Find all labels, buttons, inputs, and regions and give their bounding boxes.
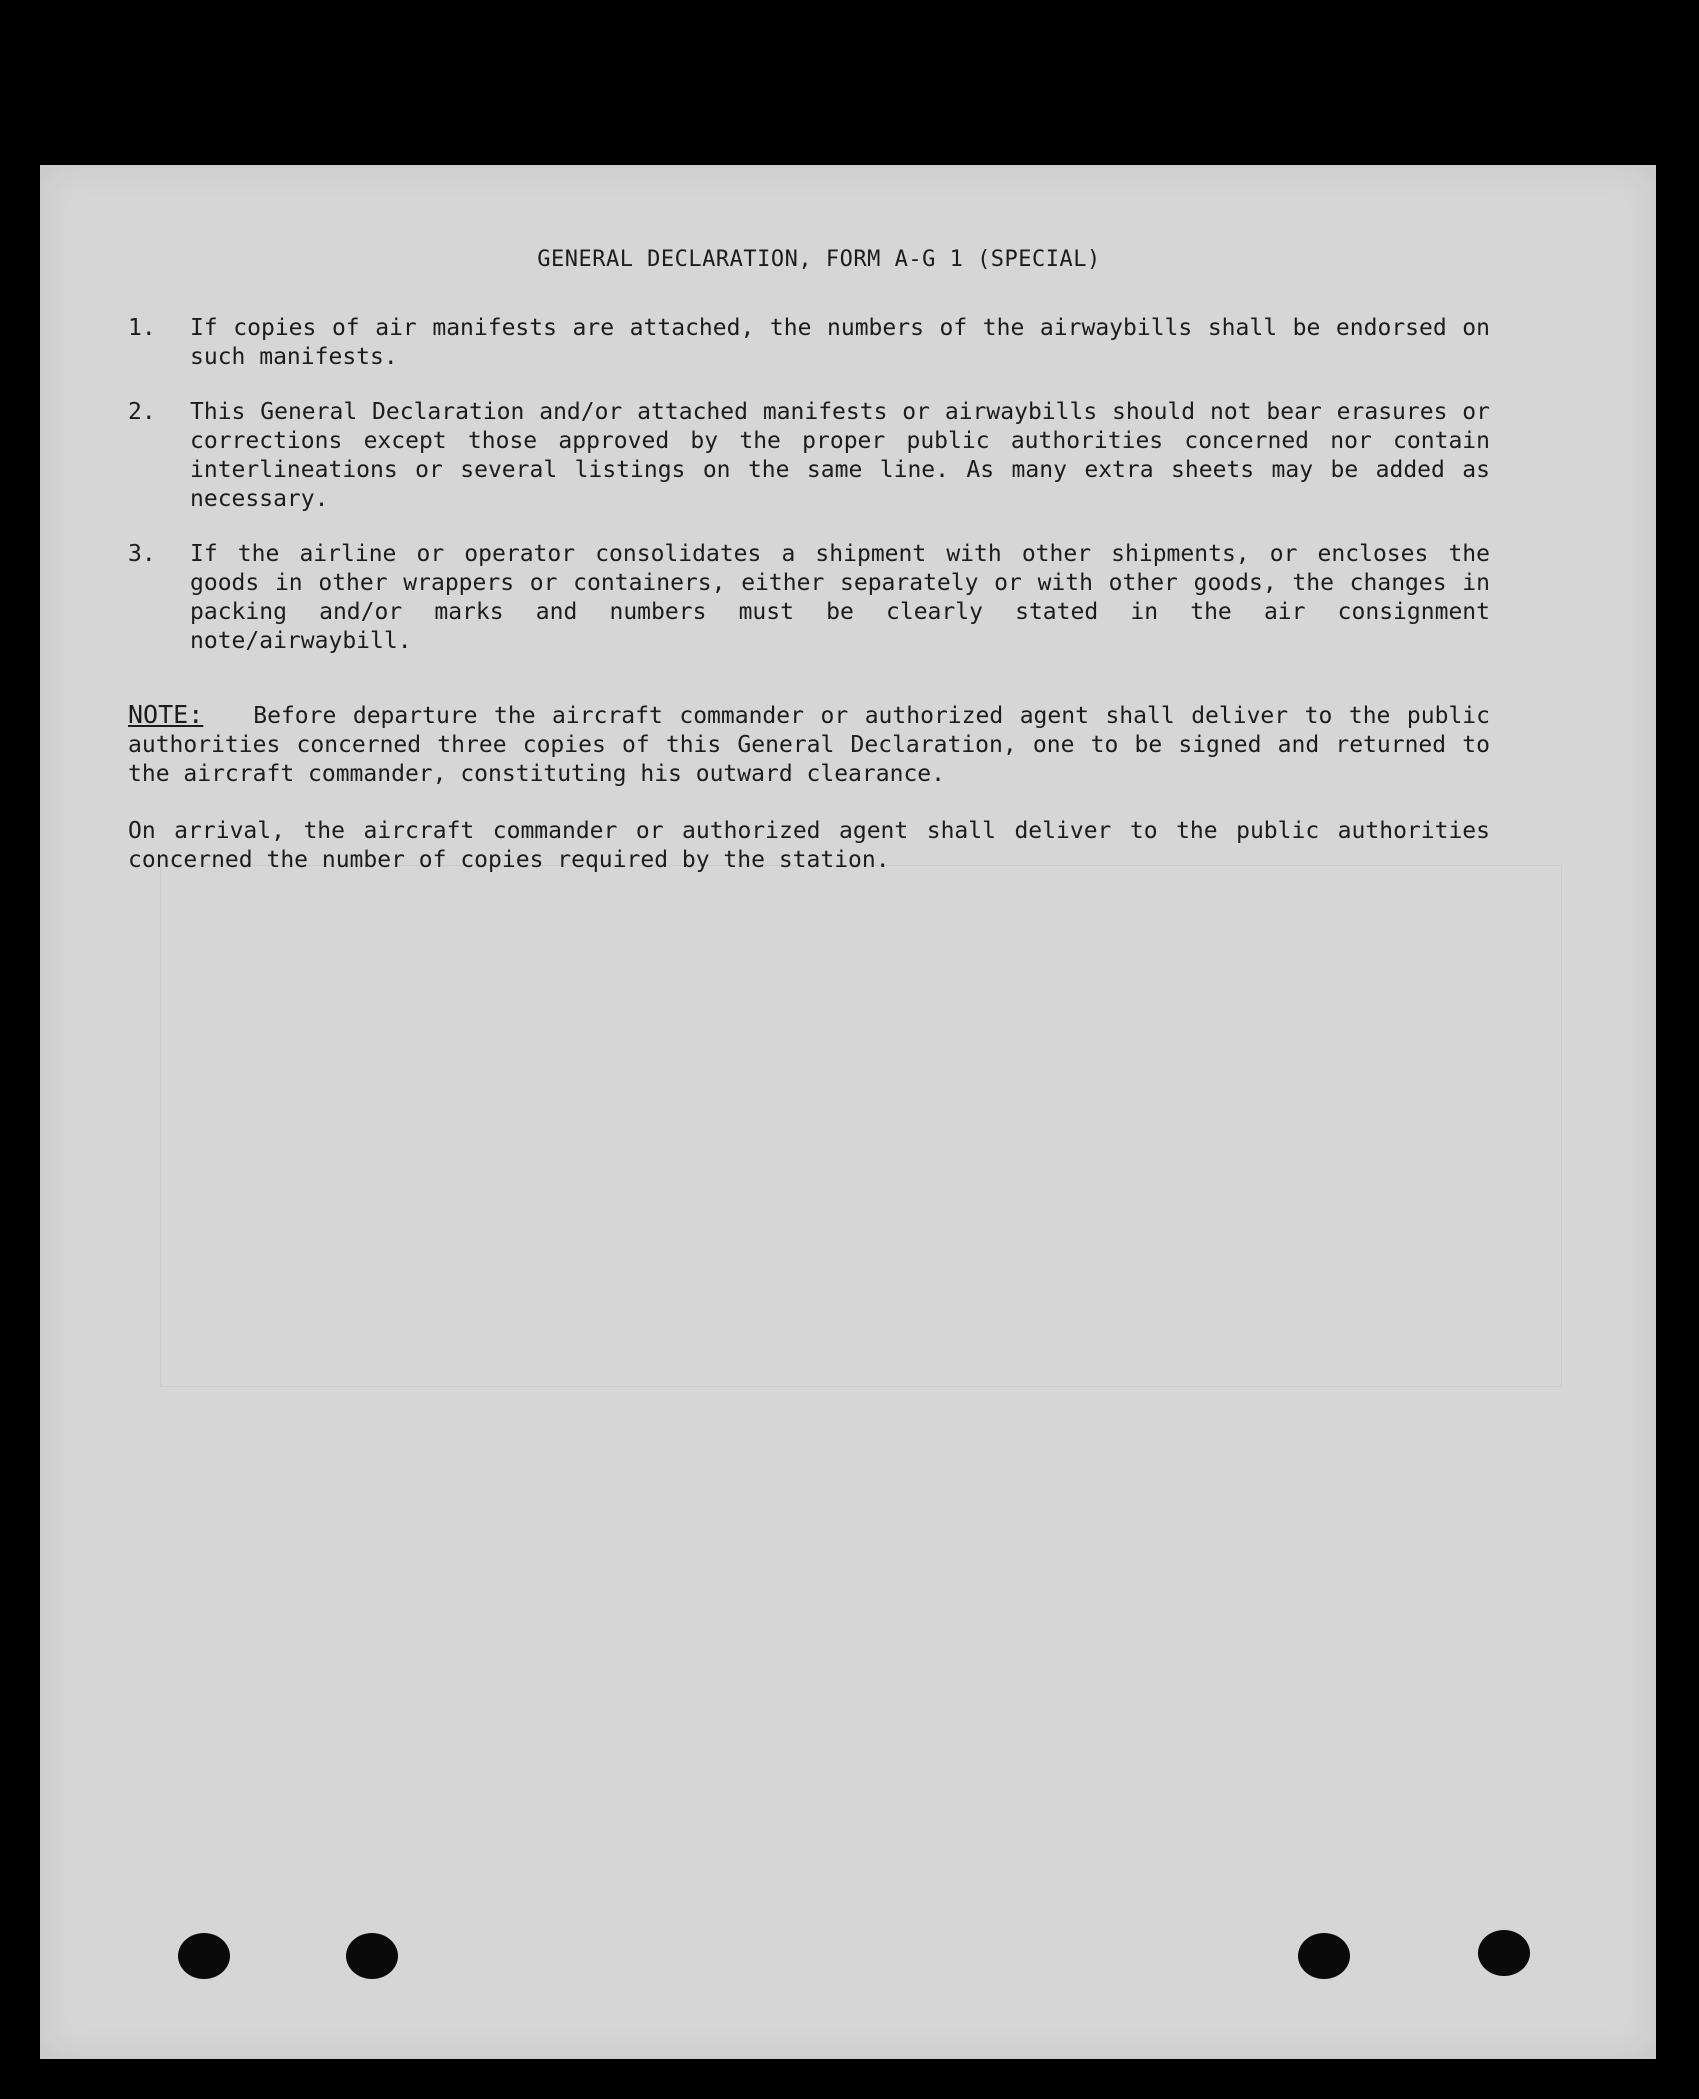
item-text: This General Declaration and/or attached manifests or airwaybills should not bear erasures or corrections except those approved by the proper public authorities concerned nor contain interlineations or several listings on the same line. As many extra sheets may be added as necessary. [190, 399, 1490, 512]
punch-hole [346, 1933, 398, 1979]
list-item [128, 540, 1490, 656]
item-number: 2. [128, 399, 156, 425]
note-label: NOTE: [128, 700, 204, 729]
list-item [128, 314, 1490, 372]
list-item [128, 398, 1490, 514]
document-title: GENERAL DECLARATION, FORM A-G 1 (SPECIAL) [537, 247, 1101, 272]
bleed-through-frame [160, 865, 1562, 1387]
item-number: 3. [128, 541, 156, 567]
arrival-paragraph: On arrival, the aircraft commander or authorized agent shall deliver to the public authorities concerned the number of copies required by the station. [128, 818, 1490, 873]
note-text: Before departure the aircraft commander or authorized agent shall deliver to the public authorities concerned three copies of this General Declaration, one to be signed and returned to the aircraft commander, constituting his outward clearance. [128, 703, 1490, 787]
note-paragraph [128, 700, 1490, 789]
document-body [128, 245, 1490, 875]
punch-hole [1478, 1930, 1530, 1976]
punch-hole [178, 1933, 230, 1979]
item-number: 1. [128, 315, 156, 341]
punch-hole [1298, 1933, 1350, 1979]
item-text: If the airline or operator consolidates a shipment with other shipments, or encloses the goods in other wrappers or containers, either separately or with other goods, the changes in packing and/or marks and numbers must be clearly stated in the air consignment note/airwaybill. [190, 541, 1490, 654]
item-text: If copies of air manifests are attached, the numbers of the airwaybills shall be endorsed on such manifests. [190, 315, 1490, 370]
